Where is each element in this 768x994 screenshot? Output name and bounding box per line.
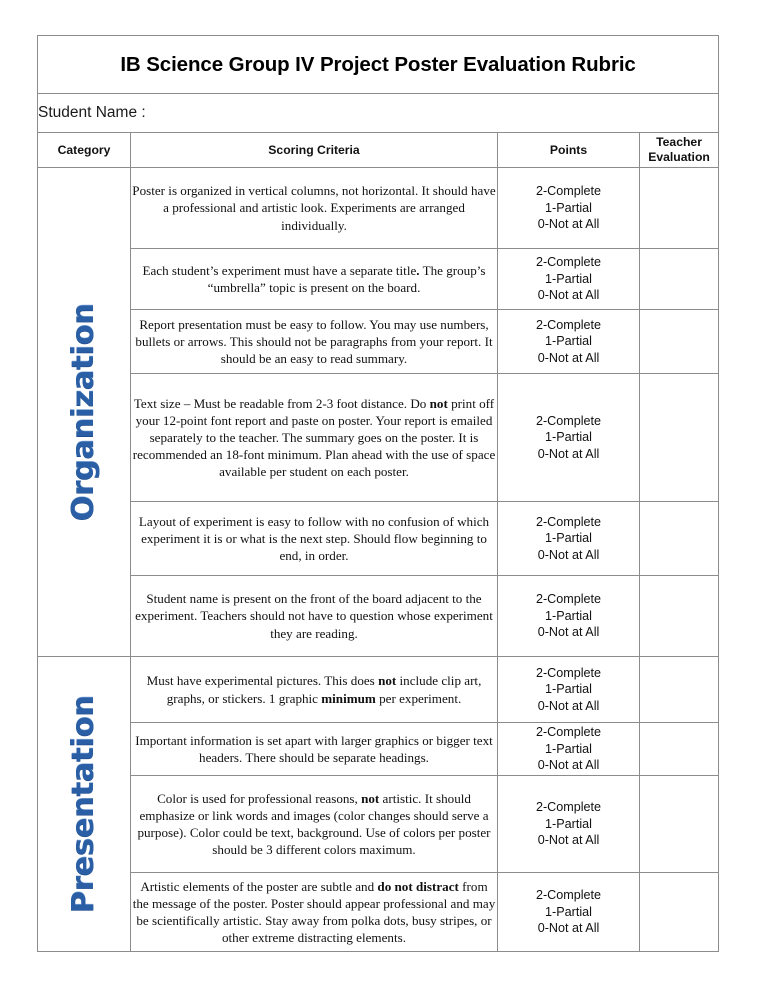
points-option-partial: 1-Partial: [545, 531, 592, 546]
points-cell: [498, 168, 640, 249]
category-label: Presentation: [66, 695, 101, 913]
points-option-not-at-all: 0-Not at All: [537, 921, 600, 936]
points-option-complete: 2-Complete: [535, 725, 602, 740]
rubric-table: [37, 35, 719, 952]
criteria-cell: Must have experimental pictures. This does not include clip art, graphs, or stickers. 1 graphic minimum per experiment.: [131, 657, 498, 723]
table-row: [38, 657, 719, 723]
column-header-row: [38, 133, 719, 168]
student-name-row: [38, 94, 719, 133]
criteria-cell: Student name is present on the front of the board adjacent to the experiment. Teachers should not have to question whose experiment they are reading.: [131, 576, 498, 657]
rubric-table-body: [38, 36, 719, 168]
header-scoring-criteria: Scoring Criteria: [131, 133, 498, 168]
points-option-not-at-all: 0-Not at All: [537, 217, 600, 232]
points-option-complete: 2-Complete: [535, 413, 602, 428]
category-cell-presentation: [38, 657, 131, 952]
teacher-evaluation-cell[interactable]: [640, 374, 719, 502]
table-row: [38, 502, 719, 576]
table-row: [38, 249, 719, 310]
teacher-evaluation-cell[interactable]: [640, 657, 719, 723]
points-option-complete: 2-Complete: [535, 184, 602, 199]
points-cell: [498, 776, 640, 873]
points-cell: [498, 873, 640, 952]
points-option-not-at-all: 0-Not at All: [537, 698, 600, 713]
points-option-partial: 1-Partial: [545, 816, 592, 831]
points-cell: [498, 502, 640, 576]
teacher-evaluation-cell[interactable]: [640, 168, 719, 249]
teacher-evaluation-cell[interactable]: [640, 723, 719, 776]
points-option-partial: 1-Partial: [545, 200, 592, 215]
points-option-complete: 2-Complete: [535, 514, 602, 529]
points-option-partial: 1-Partial: [545, 334, 592, 349]
category-label-wrapper: [38, 695, 130, 913]
points-option-complete: 2-Complete: [535, 888, 602, 903]
points-cell: [498, 310, 640, 374]
points-cell: [498, 723, 640, 776]
points-option-complete: 2-Complete: [535, 255, 602, 270]
points-option-complete: 2-Complete: [535, 592, 602, 607]
title-row: [38, 36, 719, 94]
criteria-cell: Text size – Must be readable from 2-3 foot distance. Do not print off your 12-point font report and paste on poster. Your report is emailed separately to the teacher. The summary goes on the poster. It is recommended an 18-font minimum. Plan ahead with the use of space available per student on each poster.: [131, 374, 498, 502]
table-row: [38, 168, 719, 249]
teacher-evaluation-cell[interactable]: [640, 502, 719, 576]
header-teacher-evaluation: Teacher Evaluation: [640, 133, 719, 168]
category-cell-organization: [38, 168, 131, 657]
points-option-partial: 1-Partial: [545, 904, 592, 919]
points-option-partial: 1-Partial: [545, 430, 592, 445]
points-option-partial: 1-Partial: [545, 741, 592, 756]
points-cell: [498, 657, 640, 723]
points-cell: [498, 374, 640, 502]
points-option-not-at-all: 0-Not at All: [537, 833, 600, 848]
category-label: Organization: [66, 303, 101, 521]
teacher-evaluation-cell[interactable]: [640, 576, 719, 657]
table-row: [38, 310, 719, 374]
criteria-cell: Artistic elements of the poster are subtle and do not distract from the message of the poster. Poster should appear professional and may be scientifically artistic. Stay away from polka dots, busy stripes, or other extreme distracting elements.: [131, 873, 498, 952]
student-name-field[interactable]: Student Name :: [38, 94, 719, 133]
table-row: [38, 374, 719, 502]
points-option-partial: 1-Partial: [545, 608, 592, 623]
teacher-evaluation-cell[interactable]: [640, 776, 719, 873]
criteria-cell: Poster is organized in vertical columns, not horizontal. It should have a professional and artistic look. Experiments are arranged individually.: [131, 168, 498, 249]
criteria-cell: Report presentation must be easy to follow. You may use numbers, bullets or arrows. This should not be paragraphs from your report. It should be an easy to read summary.: [131, 310, 498, 374]
points-option-complete: 2-Complete: [535, 665, 602, 680]
table-row: [38, 776, 719, 873]
rubric-criteria-rows: [38, 168, 719, 952]
teacher-evaluation-cell[interactable]: [640, 249, 719, 310]
points-option-not-at-all: 0-Not at All: [537, 350, 600, 365]
header-category: Category: [38, 133, 131, 168]
category-label-wrapper: [38, 303, 130, 521]
teacher-evaluation-cell[interactable]: [640, 310, 719, 374]
points-cell: [498, 576, 640, 657]
table-row: [38, 576, 719, 657]
points-option-complete: 2-Complete: [535, 800, 602, 815]
table-row: [38, 723, 719, 776]
points-cell: [498, 249, 640, 310]
points-option-not-at-all: 0-Not at All: [537, 446, 600, 461]
points-option-not-at-all: 0-Not at All: [537, 758, 600, 773]
points-option-not-at-all: 0-Not at All: [537, 547, 600, 562]
criteria-cell: Important information is set apart with larger graphics or bigger text headers. There should be separate headings.: [131, 723, 498, 776]
criteria-cell: Color is used for professional reasons, not artistic. It should emphasize or link words and images (color changes should serve a purpose). Color could be text, background. Use of colors per poster should be 3 different colors maximum.: [131, 776, 498, 873]
criteria-cell: Layout of experiment is easy to follow with no confusion of which experiment it is or what is the next step. Should flow beginning to end, in order.: [131, 502, 498, 576]
points-option-not-at-all: 0-Not at All: [537, 288, 600, 303]
points-option-not-at-all: 0-Not at All: [537, 625, 600, 640]
page-title: IB Science Group IV Project Poster Evaluation Rubric: [38, 36, 719, 94]
criteria-cell: Each student’s experiment must have a separate title. The group’s “umbrella” topic is present on the board.: [131, 249, 498, 310]
table-row: [38, 873, 719, 952]
header-points: Points: [498, 133, 640, 168]
points-option-complete: 2-Complete: [535, 317, 602, 332]
points-option-partial: 1-Partial: [545, 682, 592, 697]
points-option-partial: 1-Partial: [545, 271, 592, 286]
teacher-evaluation-cell[interactable]: [640, 873, 719, 952]
